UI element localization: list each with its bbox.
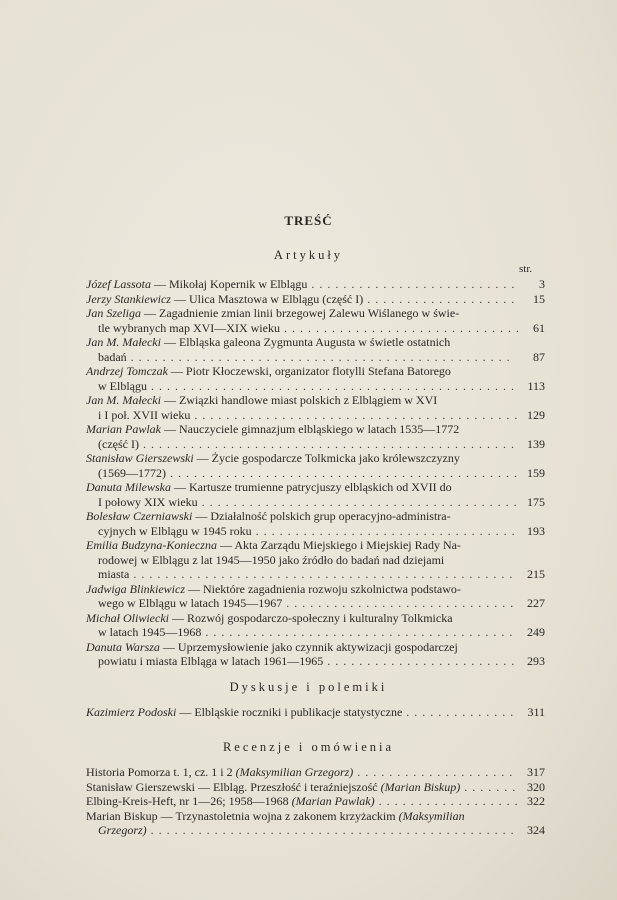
- toc-entry-title: — Związki handlowe miast polskich z Elblągiem w XVI: [163, 393, 438, 407]
- toc-entry-author: Jan Szeliga: [86, 306, 141, 320]
- dot-leader: [127, 350, 518, 365]
- toc-entry: [86, 582, 518, 611]
- section-heading-reviews: Recenzje i omówienia: [222, 740, 395, 754]
- toc-entry-line: [86, 553, 518, 568]
- toc-entry-line: [86, 422, 518, 437]
- toc-entry-reviewer: (Marian Biskup): [380, 779, 461, 794]
- toc-entry-line: [86, 596, 518, 611]
- toc-entry-title: — Niektóre zagadnienia rozwoju szkolnictwa podstawo-: [187, 581, 461, 596]
- toc-entry-line: [86, 393, 518, 408]
- toc-entry-title: miasta: [98, 567, 130, 581]
- toc-entry-line: [86, 780, 518, 795]
- toc-entry-page: 249: [527, 625, 545, 639]
- toc-entry-page: 139: [527, 436, 545, 451]
- toc-entry-title: tle wybranych map XVI—XIX wieku: [98, 320, 280, 335]
- toc-entry-line: [86, 495, 518, 510]
- toc-entry-title: — Ulica Masztowa w Elblągu (część I): [173, 291, 364, 306]
- dot-leader: [252, 524, 518, 539]
- toc-entry-title: i I poł. XVII wieku: [98, 407, 191, 422]
- toc-entry-page: 175: [527, 494, 545, 509]
- toc-entry-line: [86, 625, 518, 640]
- dot-leader: [129, 567, 518, 582]
- dot-leader: [198, 495, 518, 510]
- toc-entry-page: 322: [527, 794, 545, 808]
- dot-leader: [139, 437, 518, 452]
- toc-entry-title: — Rozwój gospodarczo-społeczny i kulturalny Tolkmicka: [171, 610, 453, 625]
- dot-leader: [375, 794, 518, 809]
- toc-entry-line: [86, 640, 518, 655]
- toc-entry: [86, 480, 518, 509]
- toc-entry-title: — Życie gospodarcze Tolkmicka jako królewszczyzny: [196, 451, 460, 465]
- toc-entry-page: 87: [533, 349, 545, 364]
- toc-entry-title: — Uprzemysłowienie jako czynnik aktywizacji gospodarczej: [162, 639, 458, 654]
- toc-entry-line: [86, 379, 518, 394]
- toc-entry-line: [86, 306, 518, 321]
- toc-entry-page: 317: [527, 765, 545, 779]
- toc-entry: [86, 794, 518, 809]
- toc-entry-line: [86, 705, 518, 720]
- toc-entry-line: [86, 480, 518, 495]
- dot-leader: [190, 408, 518, 423]
- toc-entry-title: I połowy XIX wieku: [98, 494, 198, 509]
- toc-entry-author: Danuta Warsza: [86, 639, 160, 654]
- toc-entry-line: [86, 364, 518, 379]
- toc-entry-reviewer: Grzegorz): [98, 823, 147, 837]
- toc-entry-page: 227: [527, 596, 545, 610]
- toc-entry-author: Michał Oliwiecki: [86, 610, 169, 625]
- toc-entry-line: [86, 611, 518, 626]
- toc-entry-page: 129: [527, 407, 545, 422]
- toc-entry-title: cyjnych w Elblągu w 1945 roku: [98, 523, 252, 538]
- toc-entry: [86, 640, 518, 669]
- page-title: TREŚĆ: [284, 213, 333, 228]
- toc-entry: [86, 335, 518, 364]
- toc-entry: [86, 809, 518, 838]
- toc-entry: [86, 422, 518, 451]
- toc-entry-title: — Akta Zarządu Miejskiego i Miejskiej Rady Na-: [219, 538, 461, 552]
- toc-entry-title: rodowej w Elblągu z lat 1945—1950 jako źródło do badań nad dziejami: [98, 552, 445, 567]
- dot-leader: [353, 765, 518, 780]
- toc-entry-line: [86, 654, 518, 669]
- dot-leader: [147, 823, 518, 838]
- toc-entry-line: [86, 451, 518, 466]
- toc-entry-page: 193: [527, 523, 545, 538]
- toc-entry-author: Jan M. Małecki: [86, 335, 161, 349]
- toc-entry-title: Marian Biskup — Trzynastoletnia wojna z zakonem krzyżackim: [86, 808, 396, 823]
- dot-leader: [307, 277, 518, 292]
- toc-entry-line: [86, 408, 518, 423]
- toc-entry: [86, 306, 518, 335]
- toc-entry-title: Historia Pomorza t. 1, cz. 1 i 2: [86, 765, 233, 779]
- toc-entry-title: Elbing-Kreis-Heft, nr 1—26; 1958—1968: [86, 794, 289, 808]
- toc-entry-author: Kazimierz Podoski: [86, 705, 177, 719]
- dot-leader: [460, 780, 518, 795]
- toc-entry-author: Stanisław Gierszewski: [86, 451, 194, 465]
- toc-entry-page: 61: [533, 320, 545, 335]
- toc-entry-title: — Mikołaj Kopernik w Elblągu: [154, 277, 308, 291]
- toc-entry-author: Józef Lassota: [86, 277, 152, 291]
- toc-entry-title: w latach 1945—1968: [98, 625, 202, 639]
- toc-entry-reviewer: (Maksymilian Grzegorz): [235, 765, 354, 779]
- toc-entry-page: 320: [527, 779, 545, 794]
- page-column-label: str.: [519, 263, 533, 275]
- toc-entry-title: — Kartusze trumienne patrycjuszy elbląskich od XVII do: [174, 480, 452, 494]
- toc-entry-line: [86, 437, 518, 452]
- toc-entry-title: badań: [98, 349, 127, 364]
- toc-entry-title: — Działalność polskich grup operacyjno-administra-: [195, 509, 451, 523]
- toc-entry-title: powiatu i miasta Elbląga w latach 1961—1965: [98, 654, 324, 668]
- toc-entry-page: 113: [527, 378, 545, 393]
- toc-entry-line: [86, 823, 518, 838]
- toc-entry-title: wego w Elblągu w latach 1945—1967: [98, 596, 283, 610]
- toc-entry-line: [86, 567, 518, 582]
- toc-entry-page: 293: [527, 654, 545, 668]
- toc-entry-title: Stanisław Gierszewski — Elbląg. Przeszłość i teraźniejszość: [86, 779, 378, 794]
- toc-entry-author: Danuta Milewska: [86, 480, 171, 494]
- toc-entry-author: Jan M. Małecki: [86, 393, 161, 407]
- toc-entry: [86, 765, 518, 780]
- dot-leader: [201, 625, 518, 640]
- toc-entry-author: Andrzej Tomczak: [86, 364, 168, 378]
- toc-entry-page: 15: [533, 291, 545, 306]
- toc-entry-line: [86, 524, 518, 539]
- dot-leader: [166, 466, 518, 481]
- toc-entry-line: [86, 582, 518, 597]
- toc-entry-title: — Piotr Kłoczewski, organizator flotylli Stefana Batorego: [170, 364, 451, 378]
- toc-entry-title: (część I): [98, 436, 139, 451]
- toc-entry-author: Marian Pawlak: [86, 422, 161, 436]
- toc-entry-line: [86, 538, 518, 553]
- toc-entry-line: [86, 466, 518, 481]
- dot-leader: [323, 654, 518, 669]
- toc-entry-line: [86, 794, 518, 809]
- toc-entry: [86, 611, 518, 640]
- toc-entry: [86, 509, 518, 538]
- toc-entry: [86, 780, 518, 795]
- dot-leader: [402, 705, 518, 720]
- toc-entry-line: [86, 809, 518, 824]
- toc-entry-line: [86, 321, 518, 336]
- toc-entry-author: Jadwiga Blinkiewicz: [86, 581, 185, 596]
- toc-entry-title: — Nauczyciele gimnazjum elbląskiego w latach 1535—1772: [164, 422, 460, 436]
- toc-entry: [86, 277, 518, 292]
- toc-entry-author: Bolesław Czerniawski: [86, 509, 193, 523]
- toc-entry-title: — Elbląskie roczniki i publikacje statystyczne: [179, 705, 403, 719]
- dot-leader: [282, 596, 518, 611]
- toc-entry: [86, 364, 518, 393]
- toc-entry-line: [86, 277, 518, 292]
- toc-entry-line: [86, 509, 518, 524]
- toc-entry-title: — Zagadnienie zmian linii brzegowej Zalewu Wiślanego w świe-: [144, 306, 460, 320]
- toc-entry-reviewer: (Marian Pawlak): [291, 794, 375, 808]
- toc-entry-page: 159: [527, 465, 545, 480]
- dot-leader: [280, 321, 518, 336]
- toc-entry: [86, 292, 518, 307]
- toc-entry-line: [86, 292, 518, 307]
- toc-entry: [86, 705, 518, 720]
- toc-entry: [86, 538, 518, 582]
- toc-entry-author: Jerzy Stankiewicz: [86, 291, 171, 306]
- toc-entry-page: 3: [539, 277, 545, 291]
- dot-leader: [363, 292, 518, 307]
- toc-entry-page: 311: [527, 705, 545, 719]
- section-heading-articles: Artykuły: [273, 248, 344, 262]
- toc-entry-line: [86, 765, 518, 780]
- toc-entry-title: (1569—1772): [98, 465, 166, 480]
- toc-entry-title: — Elbląska galeona Zygmunta Augusta w świetle ostatnich: [163, 335, 451, 349]
- toc-entry-author: Emilia Budzyna-Konieczna: [86, 538, 217, 552]
- toc-entry: [86, 393, 518, 422]
- toc-entry-page: 324: [527, 823, 545, 837]
- toc-entry-line: [86, 335, 518, 350]
- section-heading-discussions: Dyskusje i polemiki: [229, 680, 388, 694]
- toc-entry-line: [86, 350, 518, 365]
- toc-entry-title: w Elblągu: [98, 378, 147, 393]
- toc-entry-reviewer: (Maksymilian: [398, 808, 465, 823]
- dot-leader: [147, 379, 518, 394]
- toc-entry: [86, 451, 518, 480]
- toc-entry-page: 215: [527, 567, 545, 581]
